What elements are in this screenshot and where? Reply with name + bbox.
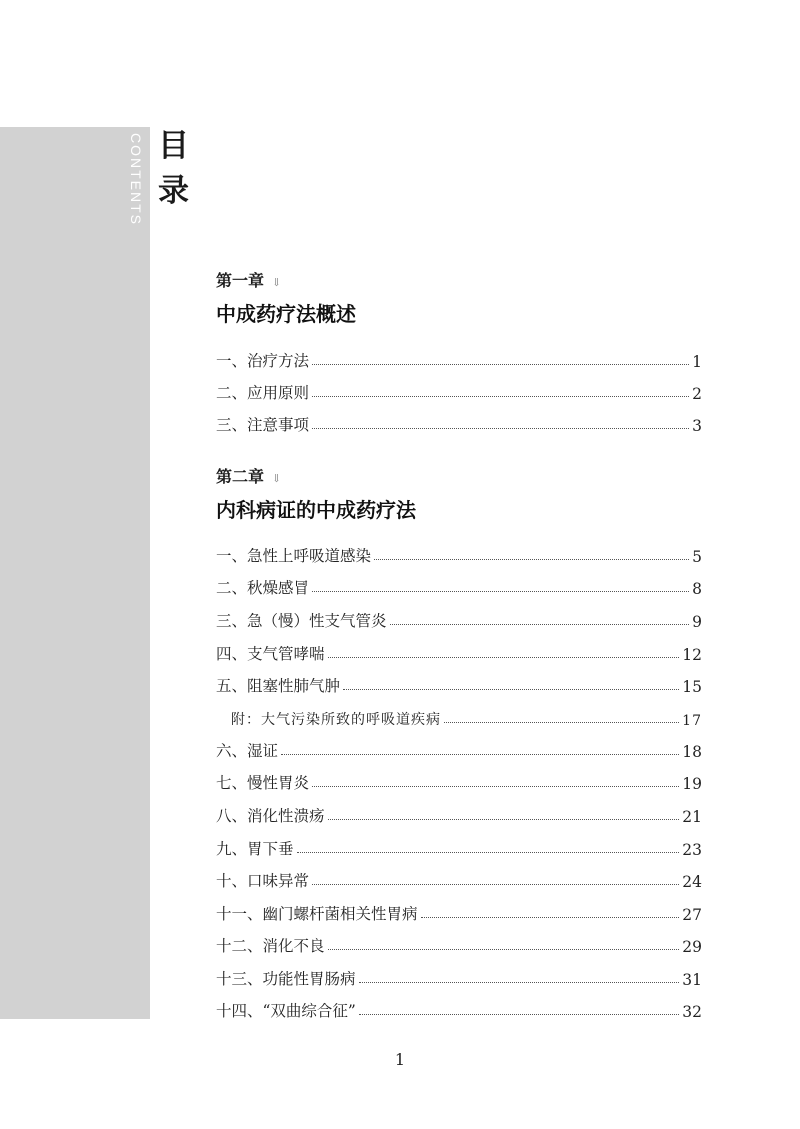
- toc-title-line1: 目: [158, 128, 189, 164]
- dot-leader: [312, 786, 679, 787]
- dot-leader: [444, 722, 679, 723]
- chapter-1-title: 中成药疗法概述: [216, 302, 356, 326]
- dot-leader: [390, 624, 690, 625]
- chevron-down-icon: ⇓: [272, 276, 282, 289]
- toc-entry-label: 六、湿证: [216, 742, 279, 760]
- toc-entry-page: 31: [682, 971, 702, 989]
- chapter-1-label: [216, 268, 281, 291]
- dot-leader: [312, 428, 689, 429]
- toc-entry[interactable]: [216, 737, 702, 761]
- toc-entry[interactable]: [216, 542, 702, 566]
- toc-entry-page: 19: [682, 775, 702, 793]
- dot-leader: [328, 657, 680, 658]
- toc-entry[interactable]: [216, 835, 702, 859]
- toc-entry-page: 8: [692, 580, 702, 598]
- toc-entry[interactable]: [216, 574, 702, 598]
- toc-entry[interactable]: [216, 672, 702, 696]
- chevron-down-icon: ⇓: [272, 472, 282, 485]
- toc-entry-label: 三、急（慢）性支气管炎: [216, 612, 387, 630]
- dot-leader: [312, 591, 689, 592]
- toc-entry[interactable]: [216, 607, 702, 631]
- toc-entry-appendix[interactable]: [231, 705, 702, 729]
- toc-entry-label: 十二、消化不良: [216, 937, 325, 955]
- dot-leader: [312, 396, 689, 397]
- toc-entry-page: 21: [682, 808, 702, 826]
- toc-entry-page: 23: [682, 841, 702, 859]
- toc-entry[interactable]: [216, 867, 702, 891]
- dot-leader: [328, 949, 680, 950]
- dot-leader: [359, 1014, 679, 1015]
- toc-entry-page: 9: [692, 613, 702, 631]
- dot-leader: [359, 982, 680, 983]
- dot-leader: [421, 917, 680, 918]
- toc-entry-label: 一、急性上呼吸道感染: [216, 547, 372, 565]
- toc-entry-label: 十、口味异常: [216, 872, 310, 890]
- dot-leader: [343, 689, 679, 690]
- toc-entry-label: 八、消化性溃疡: [216, 807, 325, 825]
- dot-leader: [312, 364, 689, 365]
- dot-leader: [374, 559, 689, 560]
- toc-title-line2: 录: [158, 173, 189, 209]
- toc-entry[interactable]: [216, 900, 702, 924]
- toc-entry-label: 十一、幽门螺杆菌相关性胃病: [216, 905, 418, 923]
- chapter-2-label: [216, 464, 281, 487]
- chapter-label-text: 第二章: [216, 467, 265, 486]
- page-number: 1: [394, 1050, 406, 1069]
- toc-entry-label: 四、支气管哮喘: [216, 645, 325, 663]
- toc-entry-page: 5: [692, 548, 702, 566]
- toc-entry-label: 附：大气污染所致的呼吸道疾病: [231, 712, 441, 728]
- toc-entry-label: 九、胃下垂: [216, 840, 294, 858]
- chapter-2-title: 内科病证的中成药疗法: [216, 498, 416, 522]
- dot-leader: [281, 754, 679, 755]
- dot-leader: [312, 884, 679, 885]
- toc-entry-page: 1: [692, 353, 702, 371]
- toc-entry[interactable]: [216, 965, 702, 989]
- toc-entry-label: 十四、“双曲综合征”: [216, 1002, 356, 1020]
- toc-entry-label: 一、治疗方法: [216, 352, 310, 370]
- toc-entry-page: 12: [682, 646, 702, 664]
- toc-entry[interactable]: [216, 347, 702, 371]
- chapter-label-text: 第一章: [216, 271, 265, 290]
- toc-entry-page: 2: [692, 385, 702, 403]
- toc-entry-page: 18: [682, 743, 702, 761]
- toc-entry-page: 32: [682, 1003, 702, 1021]
- dot-leader: [328, 819, 680, 820]
- contents-label: CONTENTS: [128, 133, 144, 226]
- toc-entry-page: 3: [692, 417, 702, 435]
- toc-entry-label: 十三、功能性胃肠病: [216, 970, 356, 988]
- toc-entry[interactable]: [216, 932, 702, 956]
- toc-entry-page: 15: [682, 678, 702, 696]
- toc-entry[interactable]: [216, 379, 702, 403]
- toc-entry-label: 五、阻塞性肺气肿: [216, 677, 341, 695]
- toc-entry-page: 17: [682, 713, 702, 729]
- toc-entry-label: 三、注意事项: [216, 416, 310, 434]
- toc-entry[interactable]: [216, 769, 702, 793]
- toc-entry[interactable]: [216, 802, 702, 826]
- toc-entry[interactable]: [216, 640, 702, 664]
- toc-entry-page: 29: [682, 938, 702, 956]
- toc-entry-label: 七、慢性胃炎: [216, 774, 310, 792]
- toc-entry-label: 二、应用原则: [216, 384, 310, 402]
- toc-entry[interactable]: [216, 411, 702, 435]
- toc-entry[interactable]: [216, 997, 702, 1021]
- toc-entry-page: 27: [682, 906, 702, 924]
- toc-entry-label: 二、秋燥感冒: [216, 579, 310, 597]
- toc-entry-page: 24: [682, 873, 702, 891]
- toc-title: [158, 124, 189, 214]
- dot-leader: [297, 852, 680, 853]
- sidebar-band: [0, 127, 150, 1019]
